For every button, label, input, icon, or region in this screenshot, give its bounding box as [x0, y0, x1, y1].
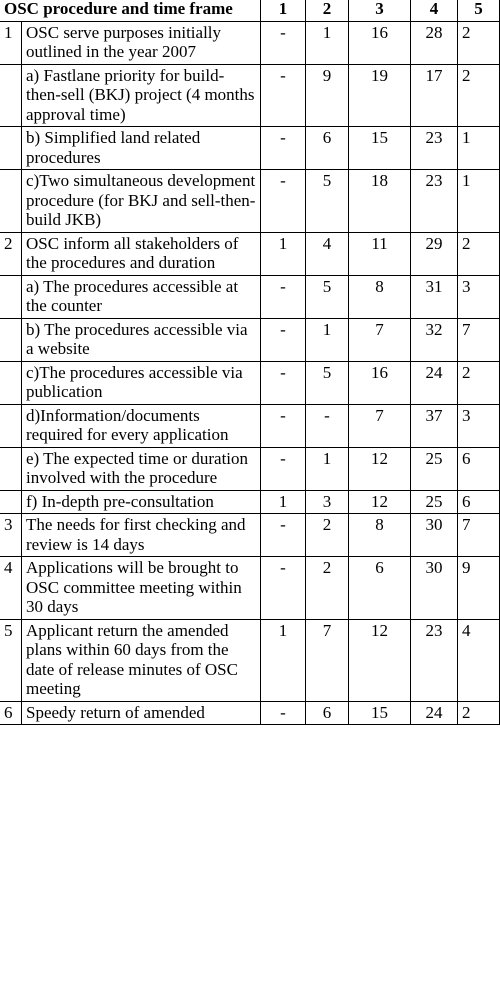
header-col-2: 2	[306, 0, 349, 21]
table-row	[0, 318, 500, 361]
value-col-2: 2	[306, 557, 349, 620]
value-col-2: 6	[306, 701, 349, 725]
table-row	[0, 557, 500, 620]
value-col-2: 3	[306, 490, 349, 514]
table-row	[0, 404, 500, 447]
row-item: c)Two simultaneous development procedure (for BKJ and sell-then-build JKB)	[22, 170, 261, 233]
value-col-4: 37	[411, 404, 458, 447]
row-number	[0, 404, 22, 447]
value-col-2: 5	[306, 275, 349, 318]
value-col-5: 2	[458, 701, 500, 725]
row-number	[0, 275, 22, 318]
value-col-4: 24	[411, 701, 458, 725]
table-row	[0, 127, 500, 170]
header-col-3: 3	[349, 0, 411, 21]
row-item: a) Fastlane priority for build-then-sell (BKJ) project (4 months approval time)	[22, 64, 261, 127]
row-item: OSC serve purposes initially outlined in the year 2007	[22, 21, 261, 64]
value-col-3: 11	[349, 232, 411, 275]
value-col-1: 1	[261, 232, 306, 275]
value-col-4: 30	[411, 557, 458, 620]
table-row	[0, 701, 500, 725]
row-number	[0, 447, 22, 490]
value-col-1: -	[261, 557, 306, 620]
value-col-5: 2	[458, 21, 500, 64]
value-col-3: 12	[349, 447, 411, 490]
value-col-2: 1	[306, 447, 349, 490]
value-col-3: 12	[349, 490, 411, 514]
table-row	[0, 361, 500, 404]
table-row	[0, 514, 500, 557]
value-col-5: 2	[458, 232, 500, 275]
value-col-3: 15	[349, 701, 411, 725]
value-col-3: 16	[349, 361, 411, 404]
value-col-4: 28	[411, 21, 458, 64]
row-item: Applications will be brought to OSC committee meeting within 30 days	[22, 557, 261, 620]
value-col-2: 5	[306, 361, 349, 404]
value-col-5: 7	[458, 318, 500, 361]
value-col-1: 1	[261, 490, 306, 514]
value-col-5: 2	[458, 64, 500, 127]
table-row	[0, 490, 500, 514]
row-number: 4	[0, 557, 22, 620]
value-col-1: -	[261, 404, 306, 447]
row-number: 5	[0, 619, 22, 701]
table-row	[0, 21, 500, 64]
header-col-4: 4	[411, 0, 458, 21]
row-number	[0, 318, 22, 361]
row-number: 6	[0, 701, 22, 725]
value-col-3: 7	[349, 404, 411, 447]
row-item: Speedy return of amended	[22, 701, 261, 725]
value-col-2: 4	[306, 232, 349, 275]
value-col-3: 8	[349, 275, 411, 318]
value-col-4: 29	[411, 232, 458, 275]
value-col-1: -	[261, 127, 306, 170]
value-col-4: 23	[411, 127, 458, 170]
row-item: f) In-depth pre-consultation	[22, 490, 261, 514]
header-col-1: 1	[261, 0, 306, 21]
value-col-4: 23	[411, 619, 458, 701]
value-col-3: 8	[349, 514, 411, 557]
value-col-1: -	[261, 21, 306, 64]
row-item: a) The procedures accessible at the counter	[22, 275, 261, 318]
value-col-3: 12	[349, 619, 411, 701]
row-number	[0, 170, 22, 233]
value-col-3: 16	[349, 21, 411, 64]
value-col-2: 6	[306, 127, 349, 170]
value-col-5: 3	[458, 404, 500, 447]
row-number	[0, 361, 22, 404]
value-col-1: -	[261, 514, 306, 557]
row-item: b) Simplified land related procedures	[22, 127, 261, 170]
row-item: Applicant return the amended plans within 60 days from the date of release minutes of OSC meeting	[22, 619, 261, 701]
table-row	[0, 275, 500, 318]
value-col-4: 25	[411, 447, 458, 490]
value-col-4: 17	[411, 64, 458, 127]
value-col-5: 1	[458, 127, 500, 170]
row-item: e) The expected time or duration involved with the procedure	[22, 447, 261, 490]
value-col-2: 2	[306, 514, 349, 557]
row-number: 1	[0, 21, 22, 64]
value-col-1: -	[261, 701, 306, 725]
row-item: OSC inform all stakeholders of the procedures and duration	[22, 232, 261, 275]
value-col-2: -	[306, 404, 349, 447]
row-number: 3	[0, 514, 22, 557]
value-col-5: 9	[458, 557, 500, 620]
value-col-4: 30	[411, 514, 458, 557]
value-col-4: 31	[411, 275, 458, 318]
value-col-5: 3	[458, 275, 500, 318]
value-col-5: 7	[458, 514, 500, 557]
row-number	[0, 64, 22, 127]
value-col-5: 6	[458, 490, 500, 514]
header-row	[0, 0, 500, 21]
value-col-2: 1	[306, 318, 349, 361]
value-col-3: 15	[349, 127, 411, 170]
row-item: c)The procedures accessible via publication	[22, 361, 261, 404]
row-item: b) The procedures accessible via a website	[22, 318, 261, 361]
value-col-1: -	[261, 275, 306, 318]
table-row	[0, 232, 500, 275]
table-row	[0, 619, 500, 701]
row-number	[0, 127, 22, 170]
value-col-1: -	[261, 447, 306, 490]
value-col-1: -	[261, 170, 306, 233]
header-title: OSC procedure and time frame	[0, 0, 261, 21]
table-row	[0, 170, 500, 233]
value-col-3: 6	[349, 557, 411, 620]
row-item: d)Information/documents required for every application	[22, 404, 261, 447]
value-col-4: 25	[411, 490, 458, 514]
value-col-5: 2	[458, 361, 500, 404]
value-col-1: -	[261, 318, 306, 361]
value-col-4: 32	[411, 318, 458, 361]
header-col-5: 5	[458, 0, 500, 21]
row-item: The needs for first checking and review is 14 days	[22, 514, 261, 557]
value-col-2: 5	[306, 170, 349, 233]
value-col-2: 1	[306, 21, 349, 64]
table-row	[0, 64, 500, 127]
value-col-4: 24	[411, 361, 458, 404]
value-col-1: 1	[261, 619, 306, 701]
value-col-3: 19	[349, 64, 411, 127]
row-number: 2	[0, 232, 22, 275]
value-col-2: 7	[306, 619, 349, 701]
value-col-4: 23	[411, 170, 458, 233]
value-col-3: 7	[349, 318, 411, 361]
value-col-1: -	[261, 361, 306, 404]
row-number	[0, 490, 22, 514]
value-col-3: 18	[349, 170, 411, 233]
value-col-5: 6	[458, 447, 500, 490]
value-col-2: 9	[306, 64, 349, 127]
value-col-5: 1	[458, 170, 500, 233]
value-col-1: -	[261, 64, 306, 127]
table-row	[0, 447, 500, 490]
value-col-5: 4	[458, 619, 500, 701]
